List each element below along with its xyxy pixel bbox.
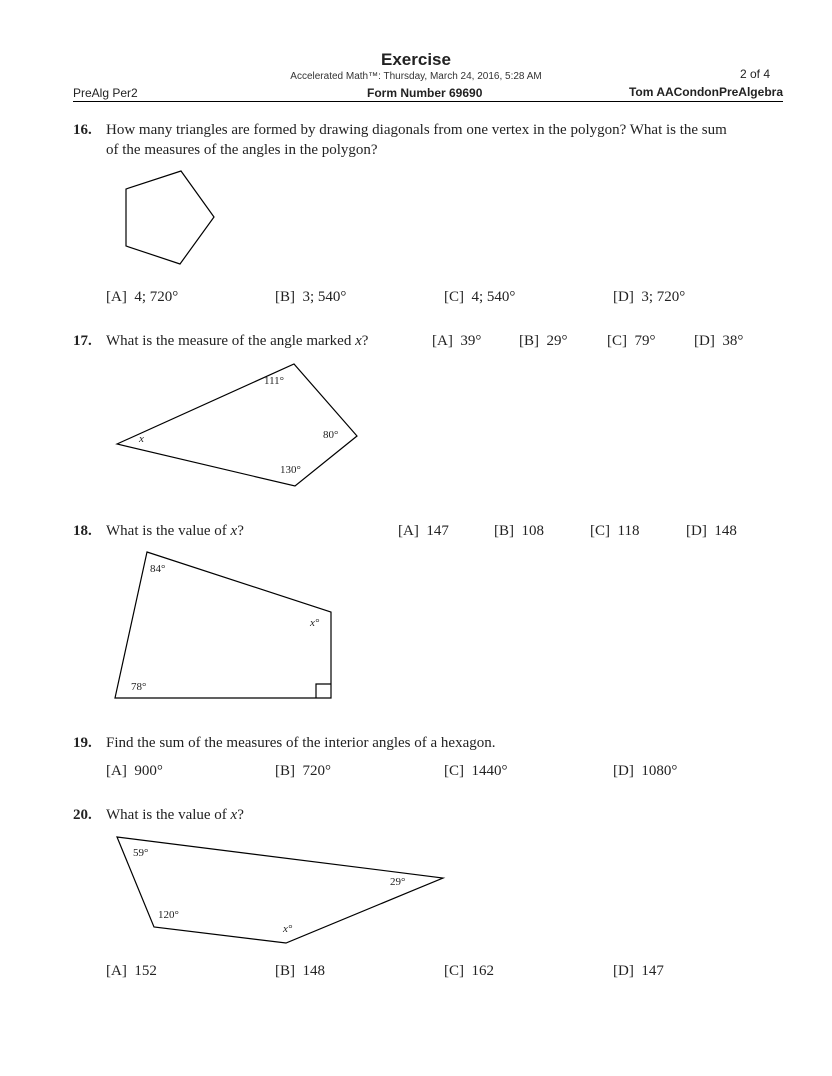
q20-option-b[interactable]: [275, 963, 325, 980]
q19-number: 19.: [73, 735, 92, 751]
q20-option-c-value: 162: [471, 963, 494, 979]
q18-option-a-value: 147: [426, 523, 449, 539]
q17-option-a-letter: [A]: [432, 333, 453, 349]
q19-option-a-letter: [A]: [106, 763, 127, 779]
q16-option-b-value: 3; 540°: [302, 289, 347, 305]
q20-label-right: 29°: [390, 876, 406, 888]
q20-text-var: x: [230, 807, 238, 823]
q19-option-d-value: 1080°: [641, 763, 678, 779]
student-name: Tom AACondonPreAlgebra: [628, 85, 783, 99]
q16-number: 16.: [73, 122, 92, 138]
q18-text-after: ?: [237, 523, 244, 539]
q19-option-b-value: 720°: [302, 763, 331, 779]
q20-label-bottom-left: 120°: [158, 909, 179, 921]
q20-option-a[interactable]: [106, 963, 157, 980]
q18-label-top-left: 84°: [150, 563, 166, 575]
q16-option-b-letter: [B]: [275, 289, 295, 305]
page-title: Exercise: [381, 50, 451, 69]
q17-option-d-letter: [D]: [694, 333, 715, 349]
q20-option-c[interactable]: [444, 963, 494, 980]
q20-text-after: ?: [237, 807, 244, 823]
q18-option-d-letter: [D]: [686, 523, 707, 539]
q17-option-c-value: 79°: [634, 333, 656, 349]
q16-option-c-letter: [C]: [444, 289, 464, 305]
form-number: Form Number 69690: [367, 86, 483, 100]
q17-text-var: x: [355, 333, 362, 349]
q18-label-right: x°: [310, 617, 320, 629]
q20-option-b-letter: [B]: [275, 963, 295, 979]
q17-label-top: 111°: [264, 375, 285, 387]
q20-label-top-left: 59°: [133, 847, 149, 859]
q17-label-right: 80°: [323, 429, 339, 441]
q16-option-d-letter: [D]: [613, 289, 634, 305]
q18-text-var: x: [230, 523, 238, 539]
q19-option-c-value: 1440°: [471, 763, 508, 779]
q20-option-d[interactable]: [613, 963, 664, 980]
q18-option-c-letter: [C]: [590, 523, 610, 539]
q20-text-before: What is the value of: [106, 807, 231, 823]
q19-option-a-value: 900°: [134, 763, 163, 779]
q17-label-bottom: 130°: [280, 464, 301, 476]
q20-number: 20.: [73, 807, 92, 823]
header-subtitle: Accelerated Math™: Thursday, March 24, 2016, 5:28 AM: [290, 71, 542, 82]
q20-option-b-value: 148: [302, 963, 325, 979]
q17-option-d-value: 38°: [722, 333, 744, 349]
q18-option-b-value: 108: [521, 523, 544, 539]
q20-label-bottom: x°: [283, 923, 293, 935]
class-name: PreAlg Per2: [73, 86, 138, 100]
q19-option-d-letter: [D]: [613, 763, 634, 779]
q17-number: 17.: [73, 333, 92, 349]
q17-option-a-value: 39°: [460, 333, 482, 349]
q20-option-d-letter: [D]: [613, 963, 634, 979]
q17-text-after: ?: [361, 333, 369, 349]
q17-text-before: What is the measure of the angle marked: [106, 333, 356, 349]
q19-option-b-letter: [B]: [275, 763, 295, 779]
q16-option-c-value: 4; 540°: [471, 289, 516, 305]
q16-option-a-value: 4; 720°: [134, 289, 179, 305]
q17-option-b-value: 29°: [546, 333, 568, 349]
q19-text: Find the sum of the measures of the interior angles of a hexagon.: [106, 735, 496, 751]
q20-option-a-value: 152: [134, 963, 157, 979]
q16-text-line2: of the measures of the angles in the polygon?: [106, 142, 378, 158]
q20-option-a-letter: [A]: [106, 963, 127, 979]
page-number: 2 of 4: [740, 67, 771, 81]
q18-option-b-letter: [B]: [494, 523, 514, 539]
q18-option-a-letter: [A]: [398, 523, 419, 539]
q18-number: 18.: [73, 523, 92, 539]
q18-option-d-value: 148: [714, 523, 737, 539]
q18-label-bottom-left: 78°: [131, 681, 147, 693]
q18-text-before: What is the value of: [106, 523, 231, 539]
q17-label-left: x: [139, 433, 144, 445]
q20-quadrilateral: [117, 837, 443, 943]
q16-option-d-value: 3; 720°: [641, 289, 686, 305]
q18-option-c-value: 118: [617, 523, 640, 539]
q20-option-d-value: 147: [641, 963, 664, 979]
q17-option-b-letter: [B]: [519, 333, 539, 349]
q19-option-c-letter: [C]: [444, 763, 464, 779]
q17-option-c-letter: [C]: [607, 333, 627, 349]
q16-text-line1: How many triangles are formed by drawing diagonals from one vertex in the polygon? What is the sum: [106, 122, 727, 138]
q16-option-a-letter: [A]: [106, 289, 127, 305]
q20-option-c-letter: [C]: [444, 963, 464, 979]
